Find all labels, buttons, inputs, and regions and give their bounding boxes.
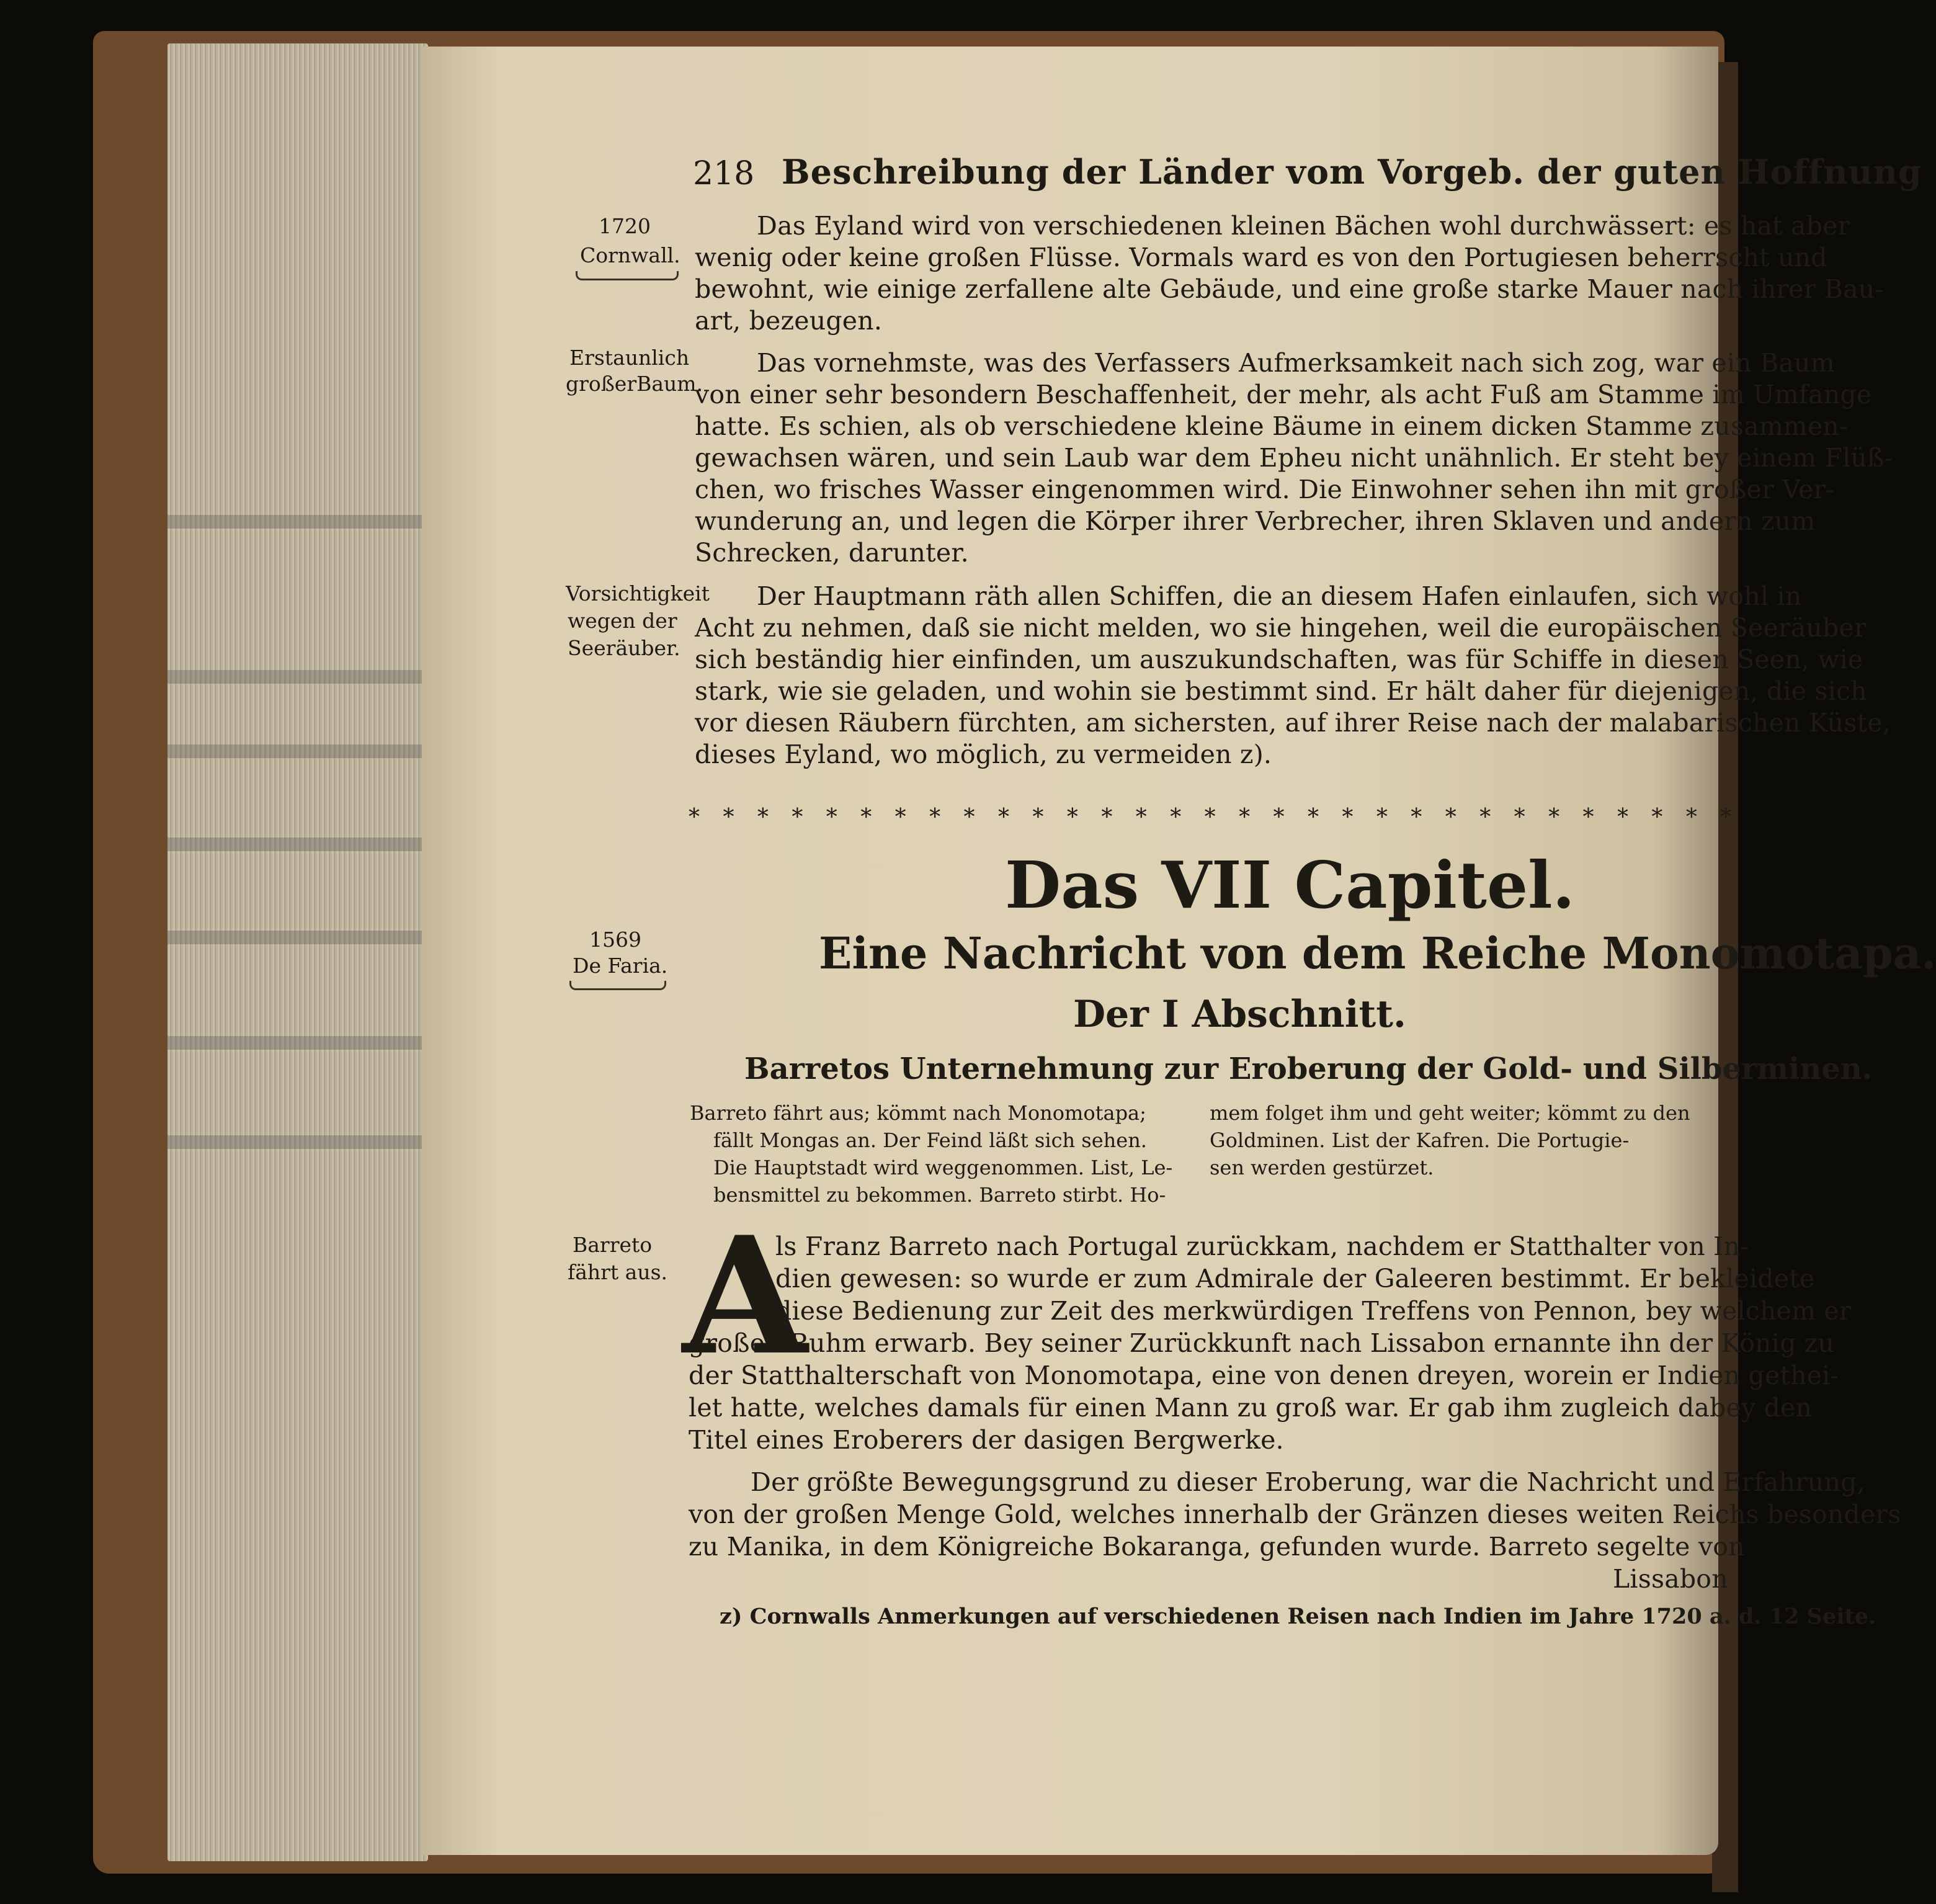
para2-line: chen, wo frisches Wasser eingenommen wird. Die Einwohner sehen ihn mit großer Ver- [695,475,1835,504]
page-edges [167,43,428,1861]
summary-right-line: Goldminen. List der Kafren. Die Portugie- [1210,1129,1630,1152]
para1-line: bewohnt, wie einige zerfallene alte Gebäude, und eine große starke Mauer nach ihrer Bau- [695,274,1884,304]
margin-baum-line1: Erstaunlich [569,346,690,370]
margin-vorsicht-line3: Seeräuber. [568,636,680,660]
page-edge-shadow [167,1135,428,1149]
chapter-title: Das VII Capitel. [1005,847,1575,923]
para3-line: vor diesen Räubern fürchten, am sichersten, auf ihrer Reise nach der malabarischen Küste, [695,708,1891,738]
running-head-title: Beschreibung der Länder vom Vorgeb. der guten Hoffnung [782,152,1922,192]
summary-right-line: sen werden gestürzet. [1210,1156,1434,1179]
page-edge-shadow [167,670,428,684]
para4-line: großen Ruhm erwarb. Bey seiner Zurückkunft nach Lissabon ernannte ihn der König zu [689,1328,1835,1358]
book-page [422,47,1936,1855]
para2-line: hatte. Es schien, als ob verschiedene kleine Bäume in einem dicken Stamme zusammen- [695,411,1848,441]
margin-barreto-line1: Barreto [573,1233,653,1257]
margin-de-faria: De Faria. [573,954,668,978]
para4-line: dien gewesen: so wurde er zum Admirale der Galeeren bestimmt. Er bekleidete [775,1264,1815,1294]
chapter-subtitle: Eine Nachricht von dem Reiche Monomotapa. [819,927,1936,979]
summary-right-line: mem folget ihm und geht weiter; kömmt zu den [1210,1101,1690,1125]
drop-cap: A [682,1202,808,1391]
catchword: Lissabon [1613,1564,1728,1594]
para5-line: von der großen Menge Gold, welches innerhalb der Gränzen dieses weiten Reichs besonders [689,1500,1901,1529]
margin-baum-line2: großerBaum. [566,372,703,396]
para2-line: von einer sehr besondern Beschaffenheit, der mehr, als acht Fuß am Stamme im Umfange [695,380,1872,409]
margin-vorsicht-line2: wegen der [568,609,677,633]
summary-left-line: Die Hauptstadt wird weggenommen. List, Le- [713,1156,1173,1179]
summary-left-line: fällt Mongas an. Der Feind läßt sich sehen. [713,1129,1147,1152]
page-number: 218 [693,155,755,192]
para5-line: Der größte Bewegungsgrund zu dieser Eroberung, war die Nachricht und Erfahrung, [751,1467,1865,1497]
margin-vorsicht-line1: Vorsichtigkeit [566,581,710,606]
para4-line: Titel eines Eroberers der dasigen Bergwerke. [689,1425,1284,1455]
section-title: Der I Abschnitt. [1073,993,1406,1036]
page-edge-shadow [167,838,428,851]
footnote: z) Cornwalls Anmerkungen auf verschiedenen Reisen nach Indien im Jahre 1720 a. d. 12 Seite. [720,1604,1876,1629]
para1-line: Das Eyland wird von verschiedenen kleinen Bächen wohl durchwässert: es hat aber [757,211,1850,241]
section-subtitle: Barretos Unternehmung zur Eroberung der Gold- und Silberminen. [744,1052,1873,1086]
margin-year-1720: 1720 [599,214,651,238]
para1-line: art, bezeugen. [695,306,883,336]
para2-line: Schrecken, darunter. [695,538,969,568]
para3-line: stark, wie sie geladen, und wohin sie bestimmt sind. Er hält daher für diejenigen, die sich [695,676,1867,706]
margin-brace [576,271,679,280]
page-edge-shadow [167,744,428,758]
para2-line: Das vornehmste, was des Verfassers Aufmerksamkeit nach sich zog, war ein Baum [757,348,1835,378]
page-edge-shadow [167,931,428,944]
para2-line: gewachsen wären, und sein Laub war dem Epheu nicht unähnlich. Er steht bey einem Flüß- [695,443,1893,473]
para4-line: ls Franz Barreto nach Portugal zurückkam, nachdem er Statthalter von In- [775,1231,1749,1261]
margin-year-1569: 1569 [589,927,641,952]
asterisk-separator: * * * * * * * * * * * * * * * * * * * * * * * * * * * * * * * [689,805,1740,830]
margin-brace [569,981,666,990]
para3-line: sich beständig hier einfinden, um auszukundschaften, was für Schiffe in diesen Seen, wie [695,645,1863,674]
para4-line: let hatte, welches damals für einen Mann zu groß war. Er gab ihm zugleich dabey den [689,1393,1813,1423]
page-edge-shadow [167,515,428,529]
para4-line: der Statthalterschaft von Monomotapa, eine von denen dreyen, worein er Indien gethei- [689,1361,1839,1390]
summary-left-line: bensmittel zu bekommen. Barreto stirbt. Ho- [713,1183,1166,1207]
para4-line: diese Bedienung zur Zeit des merkwürdigen Treffens von Pennon, bey welchem er [775,1296,1852,1326]
para3-line: dieses Eyland, wo möglich, zu vermeiden z). [695,740,1272,769]
para1-line: wenig oder keine großen Flüsse. Vormals ward es von den Portugiesen beherrscht und [695,243,1827,272]
para5-line: zu Manika, in dem Königreiche Bokaranga, gefunden wurde. Barreto segelte von [689,1532,1745,1562]
margin-barreto-line2: fährt aus. [568,1260,668,1284]
para3-line: Acht zu nehmen, daß sie nicht melden, wo sie hingehen, weil die europäischen Seeräuber [695,613,1867,643]
para2-line: wunderung an, und legen die Körper ihrer Verbrecher, ihren Sklaven und andern zum [695,506,1816,536]
summary-left-line: Barreto fährt aus; kömmt nach Monomotapa; [690,1101,1146,1125]
para3-line: Der Hauptmann räth allen Schiffen, die an diesem Hafen einlaufen, sich wohl in [757,581,1802,611]
page-edge-shadow [167,1036,428,1050]
margin-cornwall: Cornwall. [580,243,680,267]
